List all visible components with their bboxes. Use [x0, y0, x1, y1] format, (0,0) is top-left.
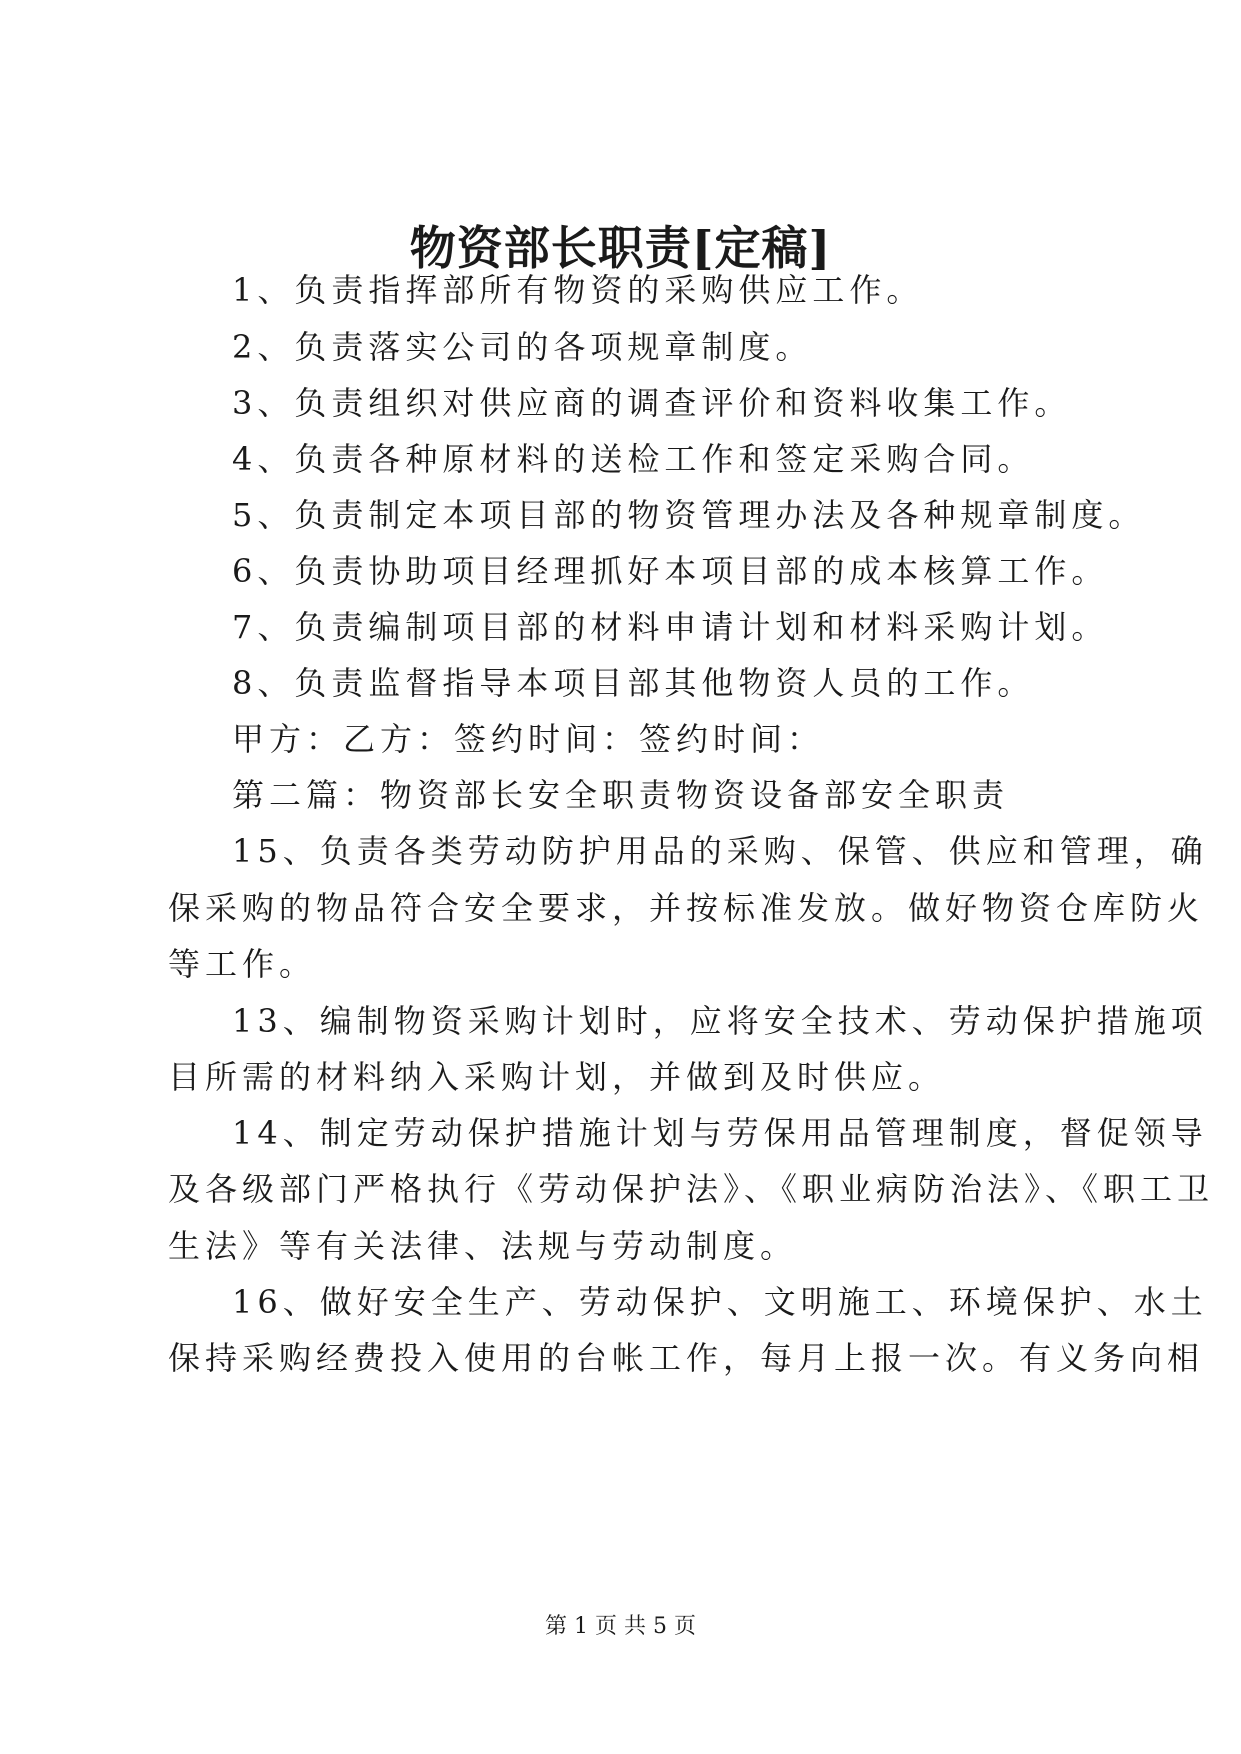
- paragraph-13-line-1: 13、编制物资采购计划时，应将安全技术、劳动保护措施项: [232, 1002, 1208, 1040]
- duty-item-1: 1、负责指挥部所有物资的采购供应工作。: [232, 271, 924, 309]
- paragraph-15-line-3: 等工作。: [168, 945, 317, 983]
- section-heading: 第二篇：物资部长安全职责物资设备部安全职责: [232, 776, 1010, 814]
- paragraph-15-line-2: 保采购的物品符合安全要求，并按标准发放。做好物资仓库防火: [168, 889, 1205, 927]
- paragraph-13-line-2: 目所需的材料纳入采购计划，并做到及时供应。: [168, 1058, 946, 1096]
- duty-item-5: 5、负责制定本项目部的物资管理办法及各种规章制度。: [232, 496, 1146, 534]
- duty-item-8: 8、负责监督指导本项目部其他物资人员的工作。: [232, 664, 1035, 702]
- duty-item-3: 3、负责组织对供应商的调查评价和资料收集工作。: [232, 384, 1072, 422]
- paragraph-16-line-1: 16、做好安全生产、劳动保护、文明施工、环境保护、水土: [232, 1283, 1208, 1321]
- duty-item-7: 7、负责编制项目部的材料申请计划和材料采购计划。: [232, 608, 1109, 646]
- paragraph-15-line-1: 15、负责各类劳动防护用品的采购、保管、供应和管理，确: [232, 832, 1208, 870]
- paragraph-16-line-2: 保持采购经费投入使用的台帐工作，每月上报一次。有义务向相: [168, 1339, 1205, 1377]
- document-title: 物资部长职责[定稿]: [409, 221, 832, 275]
- duty-item-6: 6、负责协助项目经理抓好本项目部的成本核算工作。: [232, 552, 1109, 590]
- page-footer: 第 1 页 共 5 页: [545, 1614, 696, 1639]
- paragraph-14-line-2: 及各级部门严格执行《劳动保护法》、《职业病防治法》、《职工卫: [168, 1170, 1215, 1208]
- paragraph-14-line-1: 14、制定劳动保护措施计划与劳保用品管理制度，督促领导: [232, 1114, 1208, 1152]
- paragraph-14-line-3: 生法》等有关法律、法规与劳动制度。: [168, 1227, 798, 1265]
- duty-item-2: 2、负责落实公司的各项规章制度。: [232, 328, 813, 366]
- duty-item-4: 4、负责各种原材料的送检工作和签定采购合同。: [232, 440, 1035, 478]
- signature-line: 甲方：乙方：签约时间：签约时间：: [232, 720, 825, 758]
